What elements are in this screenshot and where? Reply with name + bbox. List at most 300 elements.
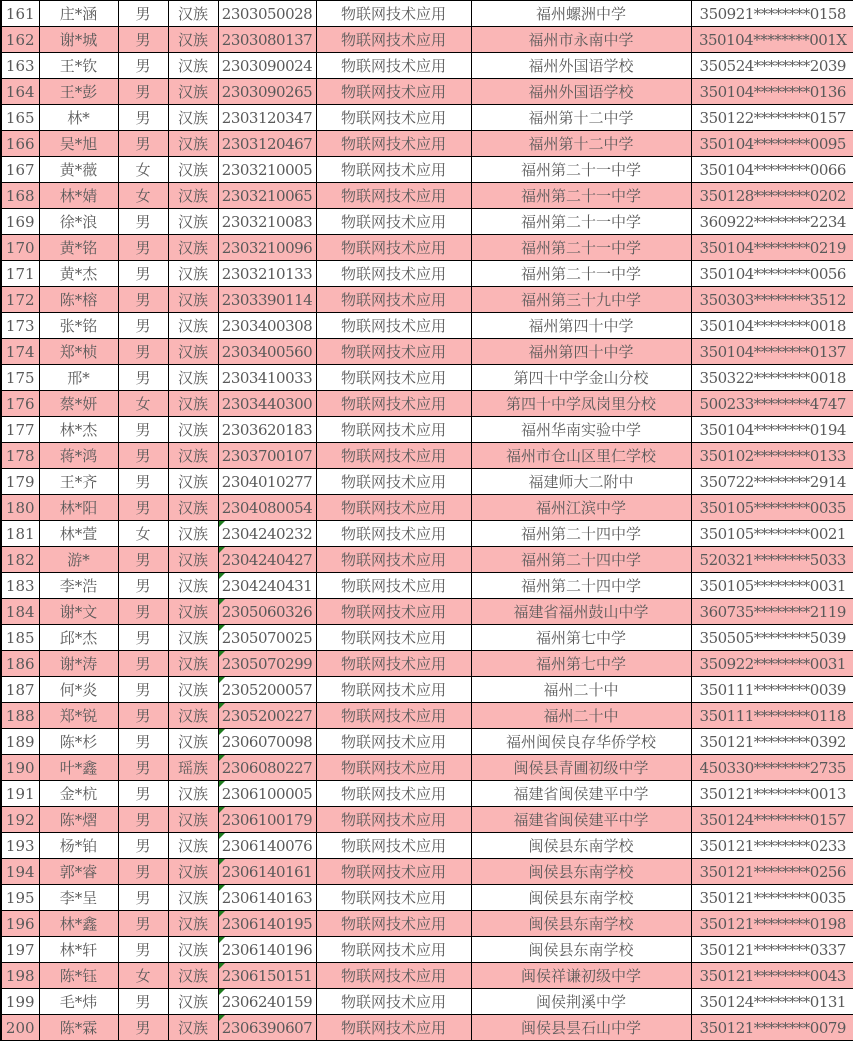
cell-id-masked[interactable]: 350121********0337	[691, 937, 853, 963]
cell-row-index[interactable]: 194	[1, 859, 39, 885]
cell-student-name[interactable]: 林*萱	[39, 521, 118, 547]
cell-row-index[interactable]: 163	[1, 53, 39, 79]
cell-row-index[interactable]: 187	[1, 677, 39, 703]
cell-school[interactable]: 福州第二十一中学	[471, 157, 691, 183]
cell-id-masked[interactable]: 350121********0256	[691, 859, 853, 885]
cell-id-masked[interactable]: 350128********0202	[691, 183, 853, 209]
cell-student-name[interactable]: 林*杰	[39, 417, 118, 443]
cell-ethnicity[interactable]: 汉族	[168, 1015, 218, 1041]
cell-school[interactable]: 福州螺洲中学	[471, 1, 691, 27]
cell-ethnicity[interactable]: 汉族	[168, 677, 218, 703]
cell-row-index[interactable]: 183	[1, 573, 39, 599]
cell-student-name[interactable]: 徐*浪	[39, 209, 118, 235]
cell-major[interactable]: 物联网技术应用	[316, 911, 471, 937]
cell-major[interactable]: 物联网技术应用	[316, 157, 471, 183]
cell-row-index[interactable]: 178	[1, 443, 39, 469]
cell-id-masked[interactable]: 350104********0018	[691, 313, 853, 339]
cell-major[interactable]: 物联网技术应用	[316, 677, 471, 703]
cell-school[interactable]: 福州市永南中学	[471, 27, 691, 53]
cell-ethnicity[interactable]: 汉族	[168, 469, 218, 495]
cell-exam-number[interactable]: 2306100179	[218, 807, 316, 833]
cell-id-masked[interactable]: 360735********2119	[691, 599, 853, 625]
cell-id-masked[interactable]: 350111********0118	[691, 703, 853, 729]
cell-ethnicity[interactable]: 汉族	[168, 703, 218, 729]
cell-student-name[interactable]: 王*钦	[39, 53, 118, 79]
cell-exam-number[interactable]: 2303120347	[218, 105, 316, 131]
cell-school[interactable]: 福州闽侯良存华侨学校	[471, 729, 691, 755]
cell-exam-number[interactable]: 2306140195	[218, 911, 316, 937]
cell-school[interactable]: 福州外国语学校	[471, 53, 691, 79]
cell-gender[interactable]: 男	[118, 79, 168, 105]
cell-gender[interactable]: 男	[118, 703, 168, 729]
cell-gender[interactable]: 男	[118, 807, 168, 833]
cell-ethnicity[interactable]: 汉族	[168, 417, 218, 443]
cell-student-name[interactable]: 游*	[39, 547, 118, 573]
cell-student-name[interactable]: 李*浩	[39, 573, 118, 599]
cell-gender[interactable]: 男	[118, 1, 168, 27]
cell-exam-number[interactable]: 2305060326	[218, 599, 316, 625]
cell-gender[interactable]: 男	[118, 209, 168, 235]
cell-major[interactable]: 物联网技术应用	[316, 573, 471, 599]
cell-student-name[interactable]: 郑*桢	[39, 339, 118, 365]
cell-gender[interactable]: 女	[118, 963, 168, 989]
cell-ethnicity[interactable]: 汉族	[168, 989, 218, 1015]
cell-row-index[interactable]: 165	[1, 105, 39, 131]
cell-student-name[interactable]: 蔡*妍	[39, 391, 118, 417]
cell-major[interactable]: 物联网技术应用	[316, 547, 471, 573]
cell-id-masked[interactable]: 350921********0158	[691, 1, 853, 27]
cell-school[interactable]: 福州第二十一中学	[471, 209, 691, 235]
cell-major[interactable]: 物联网技术应用	[316, 287, 471, 313]
cell-gender[interactable]: 女	[118, 183, 168, 209]
cell-exam-number[interactable]: 2306080227	[218, 755, 316, 781]
cell-student-name[interactable]: 陈*榕	[39, 287, 118, 313]
cell-row-index[interactable]: 186	[1, 651, 39, 677]
cell-ethnicity[interactable]: 汉族	[168, 131, 218, 157]
cell-gender[interactable]: 男	[118, 261, 168, 287]
cell-student-name[interactable]: 黄*薇	[39, 157, 118, 183]
cell-student-name[interactable]: 黄*杰	[39, 261, 118, 287]
cell-major[interactable]: 物联网技术应用	[316, 937, 471, 963]
cell-exam-number[interactable]: 2305200057	[218, 677, 316, 703]
cell-gender[interactable]: 男	[118, 911, 168, 937]
cell-student-name[interactable]: 何*炎	[39, 677, 118, 703]
cell-ethnicity[interactable]: 汉族	[168, 209, 218, 235]
cell-row-index[interactable]: 177	[1, 417, 39, 443]
cell-id-masked[interactable]: 350104********0056	[691, 261, 853, 287]
cell-gender[interactable]: 男	[118, 105, 168, 131]
cell-row-index[interactable]: 168	[1, 183, 39, 209]
cell-ethnicity[interactable]: 汉族	[168, 625, 218, 651]
cell-ethnicity[interactable]: 汉族	[168, 833, 218, 859]
cell-id-masked[interactable]: 350104********0137	[691, 339, 853, 365]
cell-ethnicity[interactable]: 汉族	[168, 521, 218, 547]
cell-row-index[interactable]: 176	[1, 391, 39, 417]
cell-gender[interactable]: 男	[118, 859, 168, 885]
cell-row-index[interactable]: 172	[1, 287, 39, 313]
cell-row-index[interactable]: 166	[1, 131, 39, 157]
cell-exam-number[interactable]: 2304240427	[218, 547, 316, 573]
cell-exam-number[interactable]: 2303210133	[218, 261, 316, 287]
cell-exam-number[interactable]: 2306140163	[218, 885, 316, 911]
cell-exam-number[interactable]: 2303210083	[218, 209, 316, 235]
cell-gender[interactable]: 女	[118, 391, 168, 417]
cell-row-index[interactable]: 173	[1, 313, 39, 339]
cell-exam-number[interactable]: 2305200227	[218, 703, 316, 729]
cell-school[interactable]: 福州第二十一中学	[471, 183, 691, 209]
cell-gender[interactable]: 男	[118, 131, 168, 157]
cell-school[interactable]: 福州第二十四中学	[471, 547, 691, 573]
cell-exam-number[interactable]: 2303210005	[218, 157, 316, 183]
cell-major[interactable]: 物联网技术应用	[316, 339, 471, 365]
cell-student-name[interactable]: 张*铭	[39, 313, 118, 339]
cell-ethnicity[interactable]: 汉族	[168, 157, 218, 183]
cell-exam-number[interactable]: 2306070098	[218, 729, 316, 755]
cell-major[interactable]: 物联网技术应用	[316, 443, 471, 469]
cell-id-masked[interactable]: 350105********0021	[691, 521, 853, 547]
cell-student-name[interactable]: 林*	[39, 105, 118, 131]
cell-row-index[interactable]: 170	[1, 235, 39, 261]
cell-gender[interactable]: 男	[118, 651, 168, 677]
cell-ethnicity[interactable]: 汉族	[168, 599, 218, 625]
cell-major[interactable]: 物联网技术应用	[316, 495, 471, 521]
cell-school[interactable]: 闽侯县青圃初级中学	[471, 755, 691, 781]
cell-exam-number[interactable]: 2305070299	[218, 651, 316, 677]
cell-exam-number[interactable]: 2306140076	[218, 833, 316, 859]
cell-exam-number[interactable]: 2303210096	[218, 235, 316, 261]
cell-student-name[interactable]: 陈*杉	[39, 729, 118, 755]
cell-school[interactable]: 福州第二十四中学	[471, 521, 691, 547]
cell-exam-number[interactable]: 2303390114	[218, 287, 316, 313]
cell-school[interactable]: 福州市仓山区里仁学校	[471, 443, 691, 469]
cell-row-index[interactable]: 199	[1, 989, 39, 1015]
cell-gender[interactable]: 男	[118, 469, 168, 495]
cell-gender[interactable]: 男	[118, 313, 168, 339]
cell-gender[interactable]: 男	[118, 417, 168, 443]
cell-id-masked[interactable]: 350922********0031	[691, 651, 853, 677]
cell-student-name[interactable]: 谢*文	[39, 599, 118, 625]
cell-exam-number[interactable]: 2303120467	[218, 131, 316, 157]
cell-exam-number[interactable]: 2303440300	[218, 391, 316, 417]
cell-school[interactable]: 福州第二十四中学	[471, 573, 691, 599]
cell-id-masked[interactable]: 350104********0066	[691, 157, 853, 183]
cell-school[interactable]: 福建省闽侯建平中学	[471, 781, 691, 807]
cell-major[interactable]: 物联网技术应用	[316, 755, 471, 781]
cell-exam-number[interactable]: 2303080137	[218, 27, 316, 53]
cell-gender[interactable]: 男	[118, 547, 168, 573]
cell-school[interactable]: 福州华南实验中学	[471, 417, 691, 443]
cell-student-name[interactable]: 林*婧	[39, 183, 118, 209]
cell-gender[interactable]: 男	[118, 495, 168, 521]
cell-row-index[interactable]: 189	[1, 729, 39, 755]
cell-school[interactable]: 第四十中学金山分校	[471, 365, 691, 391]
cell-student-name[interactable]: 郭*睿	[39, 859, 118, 885]
cell-school[interactable]: 闽侯县昙石山中学	[471, 1015, 691, 1041]
cell-gender[interactable]: 男	[118, 339, 168, 365]
cell-id-masked[interactable]: 350104********0136	[691, 79, 853, 105]
cell-ethnicity[interactable]: 汉族	[168, 1, 218, 27]
cell-school[interactable]: 闽侯祥谦初级中学	[471, 963, 691, 989]
cell-major[interactable]: 物联网技术应用	[316, 885, 471, 911]
cell-ethnicity[interactable]: 汉族	[168, 911, 218, 937]
cell-row-index[interactable]: 164	[1, 79, 39, 105]
cell-row-index[interactable]: 192	[1, 807, 39, 833]
cell-major[interactable]: 物联网技术应用	[316, 235, 471, 261]
cell-id-masked[interactable]: 350121********0043	[691, 963, 853, 989]
cell-ethnicity[interactable]: 汉族	[168, 495, 218, 521]
cell-id-masked[interactable]: 350121********0233	[691, 833, 853, 859]
cell-id-masked[interactable]: 350102********0133	[691, 443, 853, 469]
cell-id-masked[interactable]: 350524********2039	[691, 53, 853, 79]
cell-gender[interactable]: 男	[118, 27, 168, 53]
cell-row-index[interactable]: 190	[1, 755, 39, 781]
cell-id-masked[interactable]: 350104********001X	[691, 27, 853, 53]
cell-gender[interactable]: 女	[118, 157, 168, 183]
cell-major[interactable]: 物联网技术应用	[316, 131, 471, 157]
cell-ethnicity[interactable]: 汉族	[168, 859, 218, 885]
cell-row-index[interactable]: 167	[1, 157, 39, 183]
cell-student-name[interactable]: 邱*杰	[39, 625, 118, 651]
cell-exam-number[interactable]: 2305070025	[218, 625, 316, 651]
cell-school[interactable]: 闽侯县东南学校	[471, 911, 691, 937]
cell-school[interactable]: 闽侯县东南学校	[471, 885, 691, 911]
cell-row-index[interactable]: 162	[1, 27, 39, 53]
cell-id-masked[interactable]: 350505********5039	[691, 625, 853, 651]
cell-student-name[interactable]: 李*呈	[39, 885, 118, 911]
cell-ethnicity[interactable]: 汉族	[168, 261, 218, 287]
cell-id-masked[interactable]: 350105********0035	[691, 495, 853, 521]
cell-major[interactable]: 物联网技术应用	[316, 729, 471, 755]
cell-ethnicity[interactable]: 汉族	[168, 183, 218, 209]
cell-school[interactable]: 福州二十中	[471, 677, 691, 703]
cell-ethnicity[interactable]: 汉族	[168, 365, 218, 391]
cell-ethnicity[interactable]: 汉族	[168, 937, 218, 963]
cell-ethnicity[interactable]: 汉族	[168, 885, 218, 911]
cell-gender[interactable]: 男	[118, 53, 168, 79]
cell-gender[interactable]: 男	[118, 755, 168, 781]
cell-gender[interactable]: 男	[118, 625, 168, 651]
cell-major[interactable]: 物联网技术应用	[316, 599, 471, 625]
cell-ethnicity[interactable]: 汉族	[168, 27, 218, 53]
cell-gender[interactable]: 男	[118, 729, 168, 755]
cell-school[interactable]: 福州二十中	[471, 703, 691, 729]
cell-student-name[interactable]: 谢*城	[39, 27, 118, 53]
cell-school[interactable]: 闽侯县东南学校	[471, 859, 691, 885]
cell-gender[interactable]: 男	[118, 573, 168, 599]
cell-major[interactable]: 物联网技术应用	[316, 417, 471, 443]
cell-student-name[interactable]: 邢*	[39, 365, 118, 391]
cell-school[interactable]: 福州第十二中学	[471, 131, 691, 157]
cell-major[interactable]: 物联网技术应用	[316, 105, 471, 131]
cell-exam-number[interactable]: 2303700107	[218, 443, 316, 469]
cell-ethnicity[interactable]: 瑶族	[168, 755, 218, 781]
cell-row-index[interactable]: 188	[1, 703, 39, 729]
cell-exam-number[interactable]: 2303400560	[218, 339, 316, 365]
cell-exam-number[interactable]: 2303050028	[218, 1, 316, 27]
cell-row-index[interactable]: 161	[1, 1, 39, 27]
cell-row-index[interactable]: 174	[1, 339, 39, 365]
cell-major[interactable]: 物联网技术应用	[316, 833, 471, 859]
cell-row-index[interactable]: 180	[1, 495, 39, 521]
cell-exam-number[interactable]: 2303410033	[218, 365, 316, 391]
cell-major[interactable]: 物联网技术应用	[316, 989, 471, 1015]
cell-school[interactable]: 福州第十二中学	[471, 105, 691, 131]
cell-student-name[interactable]: 黄*铭	[39, 235, 118, 261]
cell-exam-number[interactable]: 2306140161	[218, 859, 316, 885]
cell-gender[interactable]: 男	[118, 833, 168, 859]
cell-gender[interactable]: 男	[118, 937, 168, 963]
cell-school[interactable]: 福州外国语学校	[471, 79, 691, 105]
cell-major[interactable]: 物联网技术应用	[316, 1, 471, 27]
cell-school[interactable]: 闽侯荆溪中学	[471, 989, 691, 1015]
cell-major[interactable]: 物联网技术应用	[316, 209, 471, 235]
cell-student-name[interactable]: 金*杭	[39, 781, 118, 807]
cell-ethnicity[interactable]: 汉族	[168, 287, 218, 313]
cell-school[interactable]: 福建省闽侯建平中学	[471, 807, 691, 833]
cell-row-index[interactable]: 197	[1, 937, 39, 963]
cell-major[interactable]: 物联网技术应用	[316, 183, 471, 209]
cell-id-masked[interactable]: 350722********2914	[691, 469, 853, 495]
cell-ethnicity[interactable]: 汉族	[168, 963, 218, 989]
cell-gender[interactable]: 男	[118, 599, 168, 625]
cell-ethnicity[interactable]: 汉族	[168, 313, 218, 339]
cell-student-name[interactable]: 毛*炜	[39, 989, 118, 1015]
cell-major[interactable]: 物联网技术应用	[316, 781, 471, 807]
cell-school[interactable]: 福州第七中学	[471, 625, 691, 651]
cell-row-index[interactable]: 193	[1, 833, 39, 859]
cell-id-masked[interactable]: 350104********0095	[691, 131, 853, 157]
cell-row-index[interactable]: 171	[1, 261, 39, 287]
cell-student-name[interactable]: 王*齐	[39, 469, 118, 495]
cell-exam-number[interactable]: 2306240159	[218, 989, 316, 1015]
cell-school[interactable]: 福建师大二附中	[471, 469, 691, 495]
cell-student-name[interactable]: 陈*钰	[39, 963, 118, 989]
cell-student-name[interactable]: 谢*涛	[39, 651, 118, 677]
cell-exam-number[interactable]: 2303090024	[218, 53, 316, 79]
cell-major[interactable]: 物联网技术应用	[316, 651, 471, 677]
cell-ethnicity[interactable]: 汉族	[168, 79, 218, 105]
cell-exam-number[interactable]: 2306150151	[218, 963, 316, 989]
cell-student-name[interactable]: 杨*铂	[39, 833, 118, 859]
cell-id-masked[interactable]: 350105********0031	[691, 573, 853, 599]
cell-student-name[interactable]: 林*阳	[39, 495, 118, 521]
cell-major[interactable]: 物联网技术应用	[316, 313, 471, 339]
cell-gender[interactable]: 男	[118, 1015, 168, 1041]
cell-ethnicity[interactable]: 汉族	[168, 53, 218, 79]
cell-gender[interactable]: 男	[118, 443, 168, 469]
cell-ethnicity[interactable]: 汉族	[168, 235, 218, 261]
cell-ethnicity[interactable]: 汉族	[168, 105, 218, 131]
cell-gender[interactable]: 男	[118, 781, 168, 807]
cell-school[interactable]: 福州江滨中学	[471, 495, 691, 521]
cell-student-name[interactable]: 陈*熠	[39, 807, 118, 833]
cell-major[interactable]: 物联网技术应用	[316, 1015, 471, 1041]
cell-student-name[interactable]: 郑*锐	[39, 703, 118, 729]
cell-student-name[interactable]: 陈*霖	[39, 1015, 118, 1041]
cell-ethnicity[interactable]: 汉族	[168, 781, 218, 807]
cell-row-index[interactable]: 185	[1, 625, 39, 651]
cell-id-masked[interactable]: 350104********0219	[691, 235, 853, 261]
cell-major[interactable]: 物联网技术应用	[316, 625, 471, 651]
cell-ethnicity[interactable]: 汉族	[168, 651, 218, 677]
cell-exam-number[interactable]: 2304010277	[218, 469, 316, 495]
cell-ethnicity[interactable]: 汉族	[168, 339, 218, 365]
cell-ethnicity[interactable]: 汉族	[168, 729, 218, 755]
cell-row-index[interactable]: 196	[1, 911, 39, 937]
cell-row-index[interactable]: 181	[1, 521, 39, 547]
cell-school[interactable]: 福州第二十一中学	[471, 235, 691, 261]
cell-school[interactable]: 闽侯县东南学校	[471, 833, 691, 859]
cell-row-index[interactable]: 184	[1, 599, 39, 625]
cell-student-name[interactable]: 叶*鑫	[39, 755, 118, 781]
cell-gender[interactable]: 女	[118, 521, 168, 547]
cell-school[interactable]: 福州第二十一中学	[471, 261, 691, 287]
cell-exam-number[interactable]: 2304240232	[218, 521, 316, 547]
cell-id-masked[interactable]: 450330********2735	[691, 755, 853, 781]
cell-row-index[interactable]: 175	[1, 365, 39, 391]
cell-major[interactable]: 物联网技术应用	[316, 53, 471, 79]
cell-exam-number[interactable]: 2306100005	[218, 781, 316, 807]
cell-exam-number[interactable]: 2306390607	[218, 1015, 316, 1041]
cell-id-masked[interactable]: 350111********0039	[691, 677, 853, 703]
cell-ethnicity[interactable]: 汉族	[168, 391, 218, 417]
cell-student-name[interactable]: 王*彭	[39, 79, 118, 105]
cell-student-name[interactable]: 林*轩	[39, 937, 118, 963]
cell-row-index[interactable]: 179	[1, 469, 39, 495]
cell-row-index[interactable]: 191	[1, 781, 39, 807]
cell-ethnicity[interactable]: 汉族	[168, 547, 218, 573]
cell-exam-number[interactable]: 2306140196	[218, 937, 316, 963]
cell-ethnicity[interactable]: 汉族	[168, 443, 218, 469]
cell-gender[interactable]: 男	[118, 365, 168, 391]
cell-school[interactable]: 福建省福州鼓山中学	[471, 599, 691, 625]
cell-school[interactable]: 福州第七中学	[471, 651, 691, 677]
cell-row-index[interactable]: 198	[1, 963, 39, 989]
cell-school[interactable]: 福州第四十中学	[471, 339, 691, 365]
cell-major[interactable]: 物联网技术应用	[316, 521, 471, 547]
cell-exam-number[interactable]: 2303210065	[218, 183, 316, 209]
cell-major[interactable]: 物联网技术应用	[316, 27, 471, 53]
cell-student-name[interactable]: 庄*涵	[39, 1, 118, 27]
cell-major[interactable]: 物联网技术应用	[316, 469, 471, 495]
cell-row-index[interactable]: 200	[1, 1015, 39, 1041]
cell-student-name[interactable]: 蒋*鸿	[39, 443, 118, 469]
cell-exam-number[interactable]: 2304240431	[218, 573, 316, 599]
cell-exam-number[interactable]: 2303090265	[218, 79, 316, 105]
cell-id-masked[interactable]: 350122********0157	[691, 105, 853, 131]
cell-major[interactable]: 物联网技术应用	[316, 391, 471, 417]
cell-id-masked[interactable]: 350303********3512	[691, 287, 853, 313]
cell-gender[interactable]: 男	[118, 287, 168, 313]
cell-school[interactable]: 福州第三十九中学	[471, 287, 691, 313]
cell-gender[interactable]: 男	[118, 677, 168, 703]
cell-school[interactable]: 福州第四十中学	[471, 313, 691, 339]
cell-id-masked[interactable]: 350121********0079	[691, 1015, 853, 1041]
cell-id-masked[interactable]: 350124********0131	[691, 989, 853, 1015]
cell-id-masked[interactable]: 520321********5033	[691, 547, 853, 573]
cell-row-index[interactable]: 182	[1, 547, 39, 573]
cell-id-masked[interactable]: 350124********0157	[691, 807, 853, 833]
cell-major[interactable]: 物联网技术应用	[316, 859, 471, 885]
cell-student-name[interactable]: 林*鑫	[39, 911, 118, 937]
cell-id-masked[interactable]: 500233********4747	[691, 391, 853, 417]
cell-major[interactable]: 物联网技术应用	[316, 807, 471, 833]
cell-id-masked[interactable]: 350121********0035	[691, 885, 853, 911]
cell-school[interactable]: 第四十中学凤岗里分校	[471, 391, 691, 417]
cell-student-name[interactable]: 吴*旭	[39, 131, 118, 157]
cell-school[interactable]: 闽侯县东南学校	[471, 937, 691, 963]
cell-major[interactable]: 物联网技术应用	[316, 703, 471, 729]
